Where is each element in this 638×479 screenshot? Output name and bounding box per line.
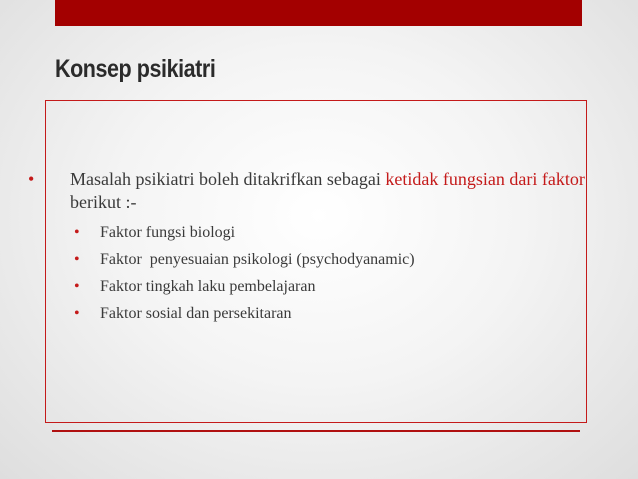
sub-bullet-text: Faktor fungsi biologi	[100, 224, 236, 241]
bullet-list	[28, 168, 603, 327]
top-accent-bar	[55, 0, 582, 26]
bullet-dot-icon: •	[74, 305, 80, 322]
sub-bullet-text: Faktor tingkah laku pembelajaran	[100, 278, 316, 295]
main-bullet-text: Masalah psikiatri boleh ditakrifkan sebagai ketidak fungsian dari faktor berikut :-	[70, 169, 585, 212]
sub-bullet	[48, 300, 603, 327]
sub-bullet	[48, 219, 603, 246]
bullet-dot-icon: •	[74, 251, 80, 268]
slide-title: Konsep psikiatri	[55, 55, 216, 83]
bullet-dot-icon: •	[28, 169, 35, 189]
main-bullet	[28, 168, 603, 214]
sub-bullet-list	[28, 219, 603, 327]
sub-bullet	[48, 246, 603, 273]
bullet-dot-icon: •	[74, 224, 80, 241]
sub-bullet	[48, 273, 603, 300]
bullet-dot-icon: •	[74, 278, 80, 295]
highlight-text: ketidak fungsian dari faktor	[385, 169, 585, 189]
sub-bullet-text: Faktor penyesuaian psikologi (psychodyanamic)	[100, 251, 415, 268]
bottom-divider	[52, 430, 580, 432]
sub-bullet-text: Faktor sosial dan persekitaran	[100, 305, 292, 322]
